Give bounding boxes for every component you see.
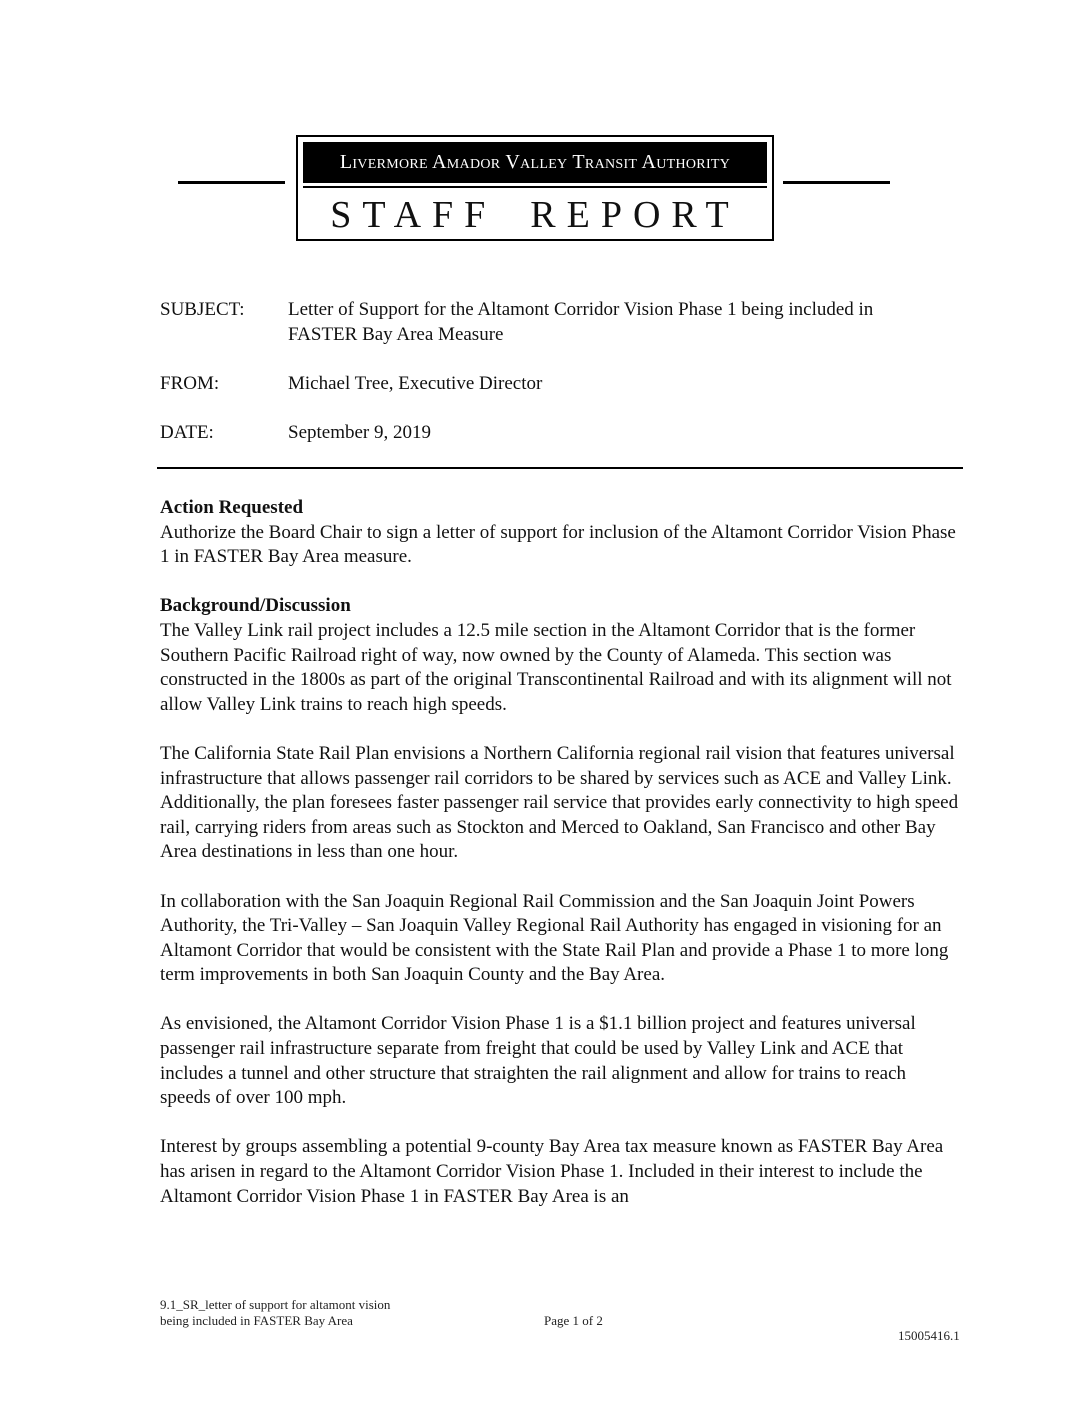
date-label: DATE: bbox=[160, 422, 214, 443]
background-heading: Background/Discussion bbox=[160, 595, 351, 617]
report-title bbox=[303, 193, 767, 237]
header-divider bbox=[157, 467, 963, 469]
subject-value bbox=[288, 297, 960, 347]
footer-document-id: 15005416.1 bbox=[898, 1328, 960, 1343]
subject-field bbox=[160, 297, 960, 347]
report-body bbox=[160, 496, 960, 1209]
background-paragraph-3: In collaboration with the San Joaquin Regional Rail Commission and the San Joaquin Joint Powers Authority, the Tri-Valley – San Joaquin Valley Regional Rail Authority has engaged in visioning for an Altamont Corridor that would be consistent with the State Rail Plan and provide a Phase 1 to more long term improvements in both San Joaquin County and the Bay Area. bbox=[160, 890, 949, 986]
date-field bbox=[160, 420, 960, 445]
background-paragraph-5: Interest by groups assembling a potential 9-county Bay Area tax measure known as FASTER Bay Area has arisen in regard to the Altamont Corridor Vision Phase 1. Included in their interest to include the Altamont Corridor Vision Phase 1 in FASTER Bay Area is an bbox=[160, 1136, 944, 1207]
masthead-rule-left bbox=[178, 181, 285, 184]
staff-report-masthead bbox=[296, 135, 774, 241]
agency-underline bbox=[303, 186, 767, 188]
background-paragraph-4: As envisioned, the Altamont Corridor Vision Phase 1 is a $1.1 billion project and features universal passenger rail infrastructure separate from freight that could be used by Valley Link and ACE that includes a tunnel and other structure that straighten the rail alignment and allow for trains to reach speeds of over 100 mph. bbox=[160, 1013, 916, 1109]
action-heading: Action Requested bbox=[160, 497, 304, 518]
date-value: September 9, 2019 bbox=[288, 422, 432, 443]
report-title-word1: STAFF bbox=[330, 194, 497, 236]
background-paragraph-2: The California State Rail Plan envisions a Northern California regional rail vision that features universal infrastructure that allows passenger rail corridors to be shared by services such as ACE and Valley Link. Additionally, the plan foresees faster passenger rail service that provides early connectivity to high speed rail, carrying riders from areas such as Stockton and Merced to Oakland, San Francisco and other Bay Area destinations in less than one hour. bbox=[160, 742, 959, 863]
from-field bbox=[160, 371, 960, 396]
subject-line-1: Letter of Support for the Altamont Corridor Vision Phase 1 being included in bbox=[288, 299, 874, 320]
from-label: FROM: bbox=[160, 373, 220, 394]
action-text: Authorize the Board Chair to sign a letter of support for inclusion of the Altamont Corridor Vision Phase 1 in FASTER Bay Area measure. bbox=[160, 521, 956, 568]
from-value: Michael Tree, Executive Director bbox=[288, 373, 543, 394]
footer-page-number: Page 1 of 2 bbox=[544, 1313, 603, 1328]
footer-filename bbox=[160, 1297, 480, 1329]
subject-label: SUBJECT: bbox=[160, 299, 245, 320]
footer-filename-line-1: 9.1_SR_letter of support for altamont vision bbox=[160, 1297, 391, 1312]
background-paragraph-1: The Valley Link rail project includes a 12.5 mile section in the Altamont Corridor that is the former Southern Pacific Railroad right of way, now owned by the County of Alameda. This section was constructed in the 1800s as part of the original Transcontinental Railroad and with its alignment will not allow Valley Link trains to reach high speeds. bbox=[160, 619, 952, 715]
footer-filename-line-2: being included in FASTER Bay Area bbox=[160, 1313, 353, 1328]
agency-name: Livermore Amador Valley Transit Authority bbox=[303, 142, 767, 183]
subject-line-2: FASTER Bay Area Measure bbox=[288, 324, 504, 345]
report-title-word2: REPORT bbox=[530, 194, 740, 236]
masthead-rule-right bbox=[783, 181, 890, 184]
